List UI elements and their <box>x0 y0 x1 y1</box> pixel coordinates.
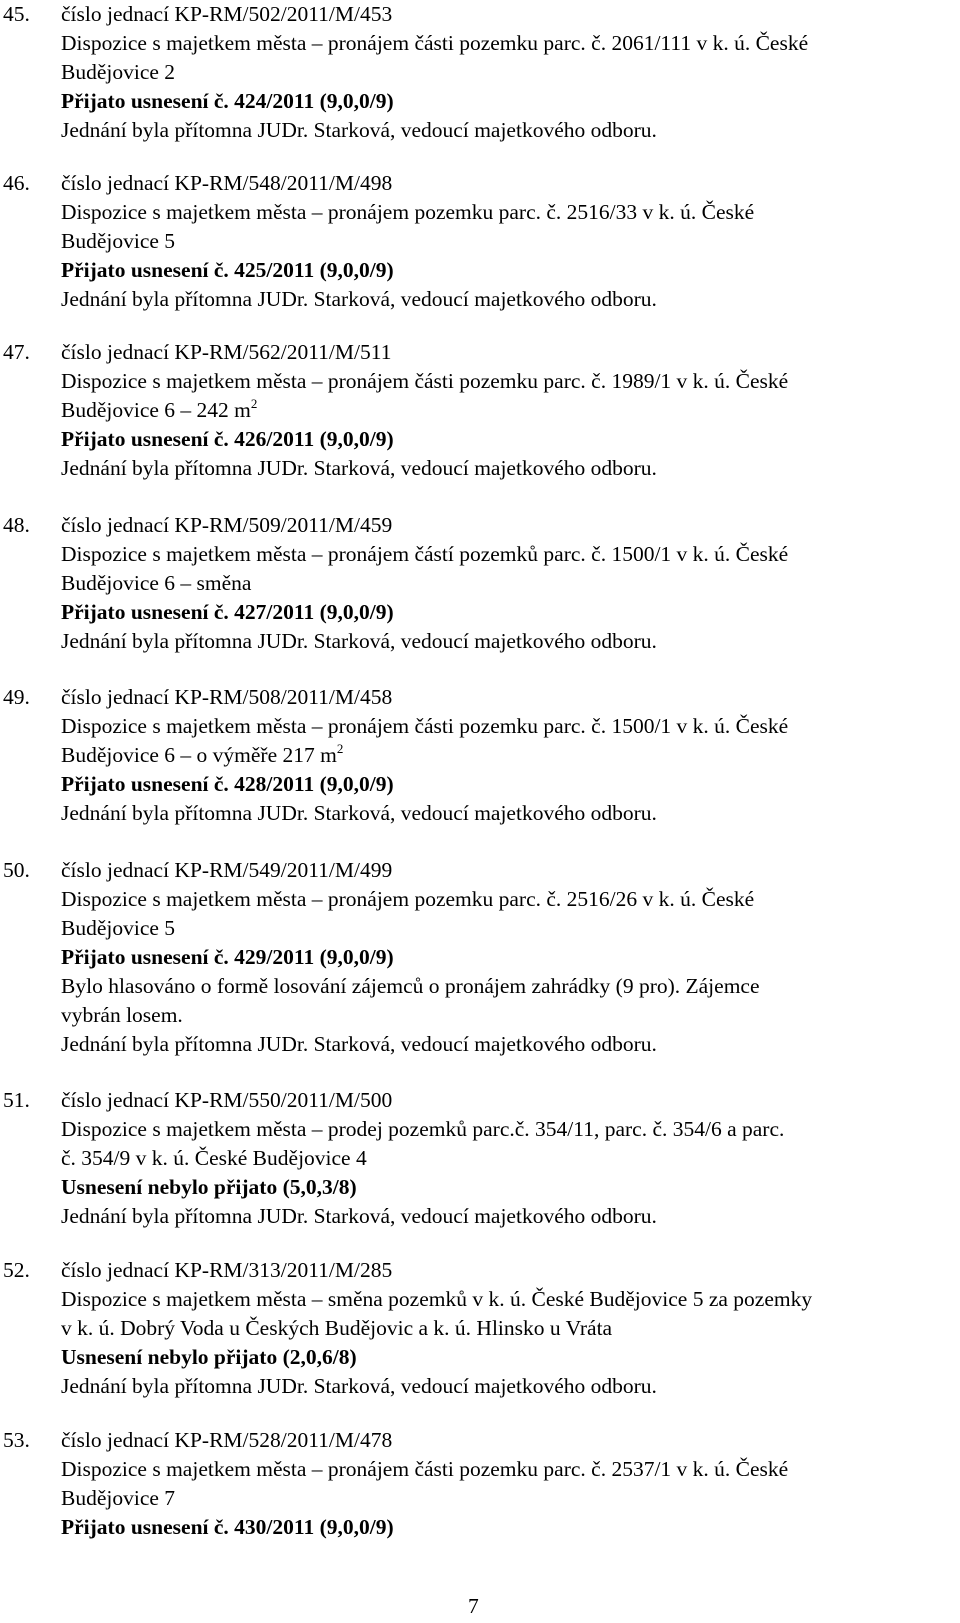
item-number: 45. <box>3 2 30 26</box>
resolution-line: Usnesení nebylo přijato (2,0,6/8) <box>61 1345 357 1369</box>
reference-number: číslo jednací KP-RM/562/2011/M/511 <box>61 340 392 364</box>
reference-number: číslo jednací KP-RM/528/2011/M/478 <box>61 1428 393 1452</box>
reference-number: číslo jednací KP-RM/548/2011/M/498 <box>61 171 393 195</box>
item-number: 53. <box>3 1428 30 1452</box>
item-text-line: Jednání byla přítomna JUDr. Starková, vedoucí majetkového odboru. <box>61 118 657 142</box>
item-text-line: Jednání byla přítomna JUDr. Starková, vedoucí majetkového odboru. <box>61 801 657 825</box>
resolution-line: Přijato usnesení č. 428/2011 (9,0,0/9) <box>61 772 394 796</box>
item-number: 50. <box>3 858 30 882</box>
item-text-line: Budějovice 6 – směna <box>61 571 252 595</box>
superscript: 2 <box>250 396 258 411</box>
item-number: 52. <box>3 1258 30 1282</box>
item-text-line: Budějovice 2 <box>61 60 176 84</box>
item-text-line: Jednání byla přítomna JUDr. Starková, vedoucí majetkového odboru. <box>61 1032 657 1056</box>
item-text-line: Dispozice s majetkem města – pronájem části pozemku parc. č. 1989/1 v k. ú. České <box>61 369 789 393</box>
resolution-line: Usnesení nebylo přijato (5,0,3/8) <box>61 1175 357 1199</box>
resolution-line: Přijato usnesení č. 427/2011 (9,0,0/9) <box>61 600 394 624</box>
item-text-line: Bylo hlasováno o formě losování zájemců o pronájem zahrádky (9 pro). Zájemce <box>61 974 760 998</box>
item-text-line: v k. ú. Dobrý Voda u Českých Budějovic a k. ú. Hlinsko u Vráta <box>61 1316 613 1340</box>
reference-number: číslo jednací KP-RM/550/2011/M/500 <box>61 1088 393 1112</box>
superscript: 2 <box>336 741 344 756</box>
reference-number: číslo jednací KP-RM/508/2011/M/458 <box>61 685 393 709</box>
item-text-line: Dispozice s majetkem města – pronájem částí pozemků parc. č. 1500/1 v k. ú. České <box>61 542 789 566</box>
resolution-line: Přijato usnesení č. 424/2011 (9,0,0/9) <box>61 89 394 113</box>
item-text-line <box>61 741 343 770</box>
resolution-line: Přijato usnesení č. 426/2011 (9,0,0/9) <box>61 427 394 451</box>
item-text-line: Jednání byla přítomna JUDr. Starková, vedoucí majetkového odboru. <box>61 287 657 311</box>
item-number: 47. <box>3 340 30 364</box>
item-text-line: Dispozice s majetkem města – pronájem části pozemku parc. č. 1500/1 v k. ú. České <box>61 714 789 738</box>
item-text-line: Jednání byla přítomna JUDr. Starková, vedoucí majetkového odboru. <box>61 629 657 653</box>
reference-number: číslo jednací KP-RM/313/2011/M/285 <box>61 1258 393 1282</box>
item-text-line: Dispozice s majetkem města – pronájem pozemku parc. č. 2516/26 v k. ú. České <box>61 887 755 911</box>
item-number: 48. <box>3 513 30 537</box>
item-text-line: Dispozice s majetkem města – směna pozemků v k. ú. České Budějovice 5 za pozemky <box>61 1287 813 1311</box>
item-text-line: Jednání byla přítomna JUDr. Starková, vedoucí majetkového odboru. <box>61 456 657 480</box>
item-text-line: Dispozice s majetkem města – pronájem pozemku parc. č. 2516/33 v k. ú. České <box>61 200 755 224</box>
item-text-line <box>61 396 257 425</box>
resolution-line: Přijato usnesení č. 430/2011 (9,0,0/9) <box>61 1515 394 1539</box>
item-text-line: Dispozice s majetkem města – pronájem části pozemku parc. č. 2061/111 v k. ú. České <box>61 31 809 55</box>
item-text-line: Dispozice s majetkem města – prodej pozemků parc.č. 354/11, parc. č. 354/6 a parc. <box>61 1117 785 1141</box>
item-text: Budějovice 6 – o výměře 217 m <box>61 743 337 767</box>
item-text-line: Jednání byla přítomna JUDr. Starková, vedoucí majetkového odboru. <box>61 1204 657 1228</box>
item-text-line: č. 354/9 v k. ú. České Budějovice 4 <box>61 1146 367 1170</box>
resolution-line: Přijato usnesení č. 429/2011 (9,0,0/9) <box>61 945 394 969</box>
item-text-line: Dispozice s majetkem města – pronájem části pozemku parc. č. 2537/1 v k. ú. České <box>61 1457 789 1481</box>
item-text-line: vybrán losem. <box>61 1003 183 1027</box>
resolution-line: Přijato usnesení č. 425/2011 (9,0,0/9) <box>61 258 394 282</box>
item-text-line: Jednání byla přítomna JUDr. Starková, vedoucí majetkového odboru. <box>61 1374 657 1398</box>
reference-number: číslo jednací KP-RM/502/2011/M/453 <box>61 2 393 26</box>
item-number: 46. <box>3 171 30 195</box>
item-number: 51. <box>3 1088 30 1112</box>
item-text-line: Budějovice 5 <box>61 916 176 940</box>
item-number: 49. <box>3 685 30 709</box>
reference-number: číslo jednací KP-RM/549/2011/M/499 <box>61 858 393 882</box>
page-number: 7 <box>468 1594 479 1618</box>
item-text-line: Budějovice 5 <box>61 229 176 253</box>
item-text-line: Budějovice 7 <box>61 1486 176 1510</box>
item-text: Budějovice 6 – 242 m <box>61 398 251 422</box>
reference-number: číslo jednací KP-RM/509/2011/M/459 <box>61 513 393 537</box>
